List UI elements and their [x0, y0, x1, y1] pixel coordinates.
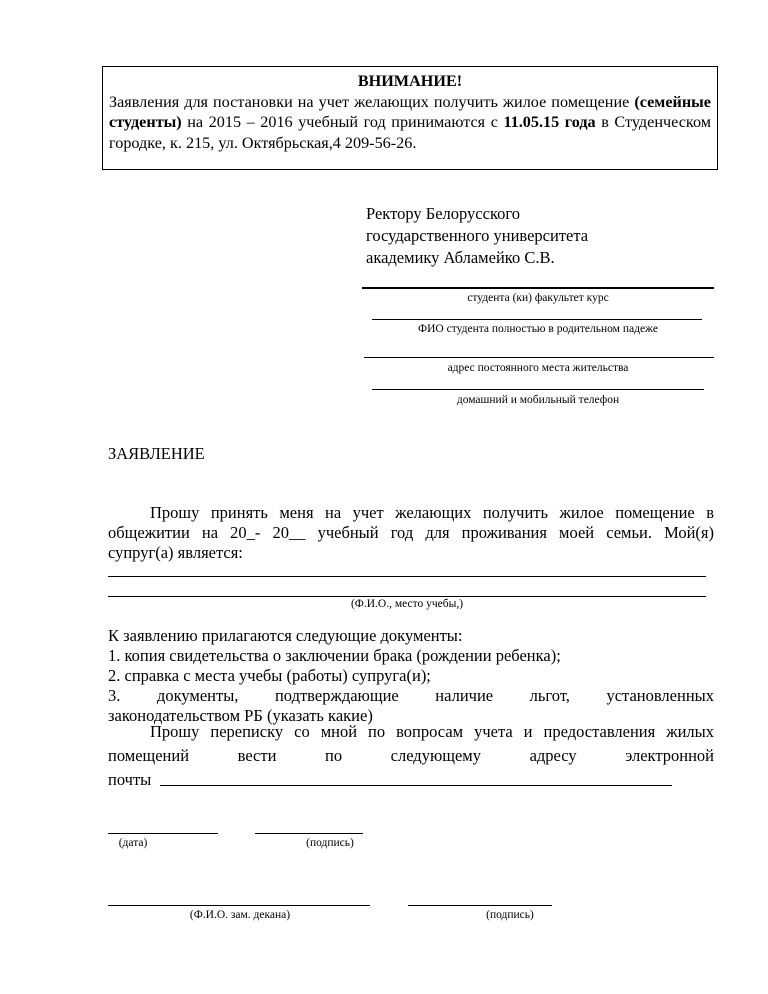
statement-title: ЗАЯВЛЕНИЕ: [108, 444, 205, 463]
correspondence-paragraph: [108, 720, 714, 792]
addressee-block: [366, 203, 588, 269]
notice-text-part: на 2015 – 2016 учебный год принимаются с: [181, 113, 504, 131]
student-faculty-field[interactable]: [362, 287, 714, 289]
address-caption: адрес постоянного места жительства: [447, 362, 629, 374]
document-item: 3. документы, подтверждающие наличие льгот, установленных: [108, 686, 714, 705]
correspondence-line: [108, 768, 714, 792]
email-label: почты: [108, 770, 152, 789]
applicant-signature-field[interactable]: [255, 833, 363, 834]
request-line: общежитии на 20_- 20__ учебный год для проживания моей семьи. Мой(я): [108, 523, 714, 542]
address-field[interactable]: [364, 357, 714, 358]
correspondence-line: Прошу переписку со мной по вопросам учета и предоставления жилых: [150, 722, 714, 741]
date-caption: (дата): [118, 837, 148, 849]
email-field[interactable]: [160, 785, 672, 786]
student-fio-field[interactable]: [372, 319, 702, 320]
applicant-signature-caption: (подпись): [306, 837, 354, 849]
spouse-info-field-2[interactable]: [108, 596, 706, 597]
notice-emphasis-family-students: (семейные студенты): [109, 92, 711, 131]
deputy-dean-name-field[interactable]: [108, 905, 370, 906]
phone-field[interactable]: [372, 389, 704, 390]
student-faculty-caption: студента (ки) факультет курс: [467, 292, 609, 304]
request-line: супруг(а) является:: [108, 543, 243, 562]
notice-text-part: Заявления для постановки на учет желающих получить жилое помещение: [109, 92, 635, 111]
addressee-line: академику Абламейко С.В.: [366, 248, 555, 267]
documents-list: [108, 626, 714, 726]
deputy-dean-signature-field[interactable]: [408, 905, 552, 906]
request-line: Прошу принять меня на учет желающих получить жилое помещение в: [150, 503, 714, 522]
phone-caption: домашний и мобильный телефон: [456, 394, 620, 406]
deputy-dean-caption: (Ф.И.О. зам. декана): [189, 909, 291, 921]
request-paragraph: [108, 503, 714, 563]
notice-title: ВНИМАНИЕ!: [357, 72, 463, 90]
spouse-info-caption: (Ф.И.О., место учебы,): [350, 598, 464, 610]
notice-box: [102, 66, 718, 170]
document-item: 2. справка с места учебы (работы) супруга(и);: [108, 666, 431, 685]
correspondence-line: помещений вести по следующему адресу электронной: [108, 746, 714, 765]
notice-emphasis-date: 11.05.15 года: [503, 113, 596, 131]
document-item-continued: законодательством РБ (указать какие): [108, 706, 373, 725]
document-item: 1. копия свидетельства о заключении брака (рождении ребенка);: [108, 646, 561, 665]
notice-text: [109, 92, 711, 154]
addressee-line: государственного университета: [366, 226, 589, 245]
documents-intro: К заявлению прилагаются следующие документы:: [108, 626, 463, 645]
addressee-line: Ректору Белорусского: [366, 204, 520, 223]
deputy-dean-signature-caption: (подпись): [486, 909, 534, 921]
date-field[interactable]: [108, 833, 218, 834]
notice-text-part: в Студенческом городке, к. 215, ул. Октябрьская,4 209-56-26.: [109, 113, 711, 152]
spouse-info-field[interactable]: [108, 576, 706, 577]
student-fio-caption: ФИО студента полностью в родительном падеже: [418, 323, 658, 335]
